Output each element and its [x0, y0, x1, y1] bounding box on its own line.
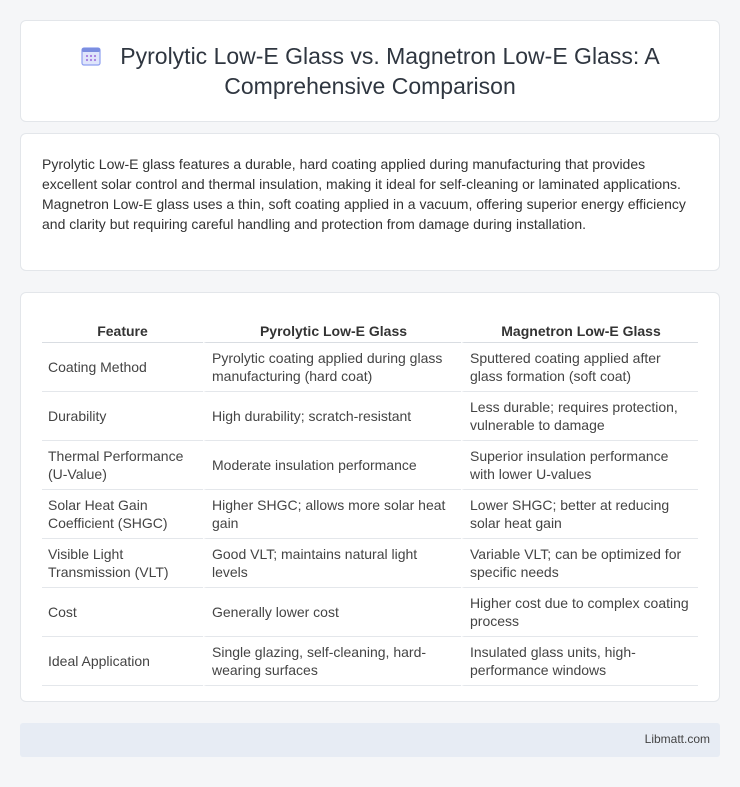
pyrolytic-cell: High durability; scratch-resistant: [203, 392, 461, 441]
table-header-row: [42, 311, 698, 343]
magnetron-cell: Insulated glass units, high-performance windows: [461, 637, 698, 686]
pyrolytic-cell: Good VLT; maintains natural light levels: [203, 539, 461, 588]
feature-cell: Cost: [42, 588, 203, 637]
document-icon: [80, 45, 102, 67]
magnetron-cell: Higher cost due to complex coating process: [461, 588, 698, 637]
header-feature: Feature: [42, 311, 203, 343]
magnetron-cell: Lower SHGC; better at reducing solar heat gain: [461, 490, 698, 539]
feature-cell: Coating Method: [42, 343, 203, 392]
feature-cell: Durability: [42, 392, 203, 441]
magnetron-cell: Superior insulation performance with lower U-values: [461, 441, 698, 490]
magnetron-cell: Sputtered coating applied after glass formation (soft coat): [461, 343, 698, 392]
footer-bar: [20, 723, 720, 757]
feature-cell: Solar Heat Gain Coefficient (SHGC): [42, 490, 203, 539]
intro-paragraph: Pyrolytic Low-E glass features a durable, hard coating applied during manufacturing that provides excellent solar control and thermal insulation, making it ideal for self-cleaning or laminated applications. Magnetron Low-E glass uses a thin, soft coating applied in a vacuum, offering superior energy efficiency and clarity but requiring careful handling and protection from damage during installation.: [42, 156, 686, 232]
pyrolytic-cell: Higher SHGC; allows more solar heat gain: [203, 490, 461, 539]
table-row: [42, 539, 698, 588]
table-row: [42, 441, 698, 490]
feature-cell: Visible Light Transmission (VLT): [42, 539, 203, 588]
feature-cell: Ideal Application: [42, 637, 203, 686]
intro-card: [20, 133, 720, 271]
pyrolytic-cell: Single glazing, self-cleaning, hard-wearing surfaces: [203, 637, 461, 686]
table-row: [42, 637, 698, 686]
title-text: Pyrolytic Low-E Glass vs. Magnetron Low-E Glass: A Comprehensive Comparison: [120, 43, 660, 99]
table-row: [42, 588, 698, 637]
table-row: [42, 392, 698, 441]
footer-site-link[interactable]: Libmatt.com: [644, 732, 710, 746]
pyrolytic-cell: Generally lower cost: [203, 588, 461, 637]
header-magnetron: Magnetron Low-E Glass: [461, 311, 698, 343]
page-title: [51, 41, 689, 101]
table-row: [42, 343, 698, 392]
comparison-table: [42, 311, 698, 686]
magnetron-cell: Less durable; requires protection, vulnerable to damage: [461, 392, 698, 441]
feature-cell: Thermal Performance (U-Value): [42, 441, 203, 490]
pyrolytic-cell: Moderate insulation performance: [203, 441, 461, 490]
header-pyrolytic: Pyrolytic Low-E Glass: [203, 311, 461, 343]
pyrolytic-cell: Pyrolytic coating applied during glass manufacturing (hard coat): [203, 343, 461, 392]
comparison-card: [20, 292, 720, 702]
table-row: [42, 490, 698, 539]
magnetron-cell: Variable VLT; can be optimized for specific needs: [461, 539, 698, 588]
title-wrap: [21, 21, 719, 121]
header-card: [20, 20, 720, 122]
